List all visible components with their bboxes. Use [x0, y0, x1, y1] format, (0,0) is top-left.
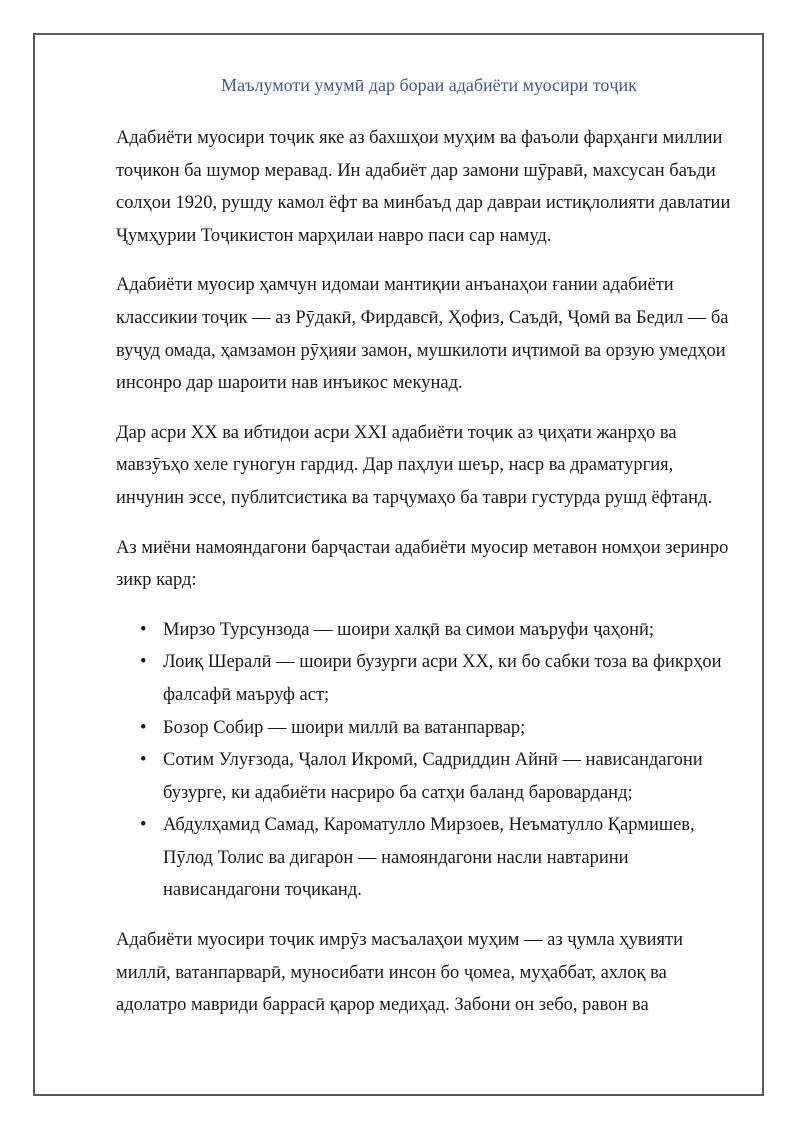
- bullet-icon: •: [140, 750, 147, 771]
- list-item-text: Лоиқ Шералӣ — шоири бузурги асри XX, ки бо сабки тоза ва фикрҳои фалсафӣ маъруф аст;: [163, 652, 722, 705]
- bullet-icon: •: [140, 619, 147, 640]
- list-item-text: Абдулҳамид Самад, Кароматулло Мирзоев, Неъматулло Қармишев, Пӯлод Толис ва дигарон — намояндагони насли навтарини нависандагони тоҷиканд.: [163, 815, 695, 901]
- paragraph-classical-roots: Адабиёти муосир ҳамчун идомаи мантиқии анъанаҳои ғании адабиёти классикии тоҷик — аз Рӯдакӣ, Фирдавсӣ, Ҳофиз, Саъдӣ, Ҷомӣ ва Бедил — ба вуҷуд омада, ҳамзамон рӯҳияи замон, мушкилоти иҷтимоӣ ва орзую умедҳои инсонро дар шароити нав инъикос мекунад.: [116, 275, 729, 394]
- list-item: [140, 744, 736, 809]
- bullet-icon: •: [140, 652, 147, 673]
- bullet-icon: •: [140, 815, 147, 836]
- paragraph-representatives-intro: Аз миёни намояндагони барҷастаи адабиёти муосир метавон номҳои зеринро зикр кард:: [116, 537, 729, 591]
- list-item-text: Сотим Улуғзода, Ҷалол Икромӣ, Садриддин Айнӣ — нависандагони бузурге, ки адабиёти насриро ба сатҳи баланд бароварданд;: [163, 750, 703, 803]
- paragraph-genres: Дар асри XX ва ибтидои асри XXI адабиёти тоҷик аз ҷиҳати жанрҳо ва мавзӯъҳо хеле гуногун гардид. Дар паҳлуи шеър, наср ва драматургия, инчунин эссе, публитсистика ва тарҷумаҳо ба таври густурда рушд ёфтанд.: [116, 422, 713, 508]
- list-item: [140, 646, 736, 711]
- list-item-text: Мирзо Турсунзода — шоири халқӣ ва симои маъруфи ҷаҳонӣ;: [163, 619, 655, 640]
- list-item: [140, 712, 736, 745]
- list-item: [140, 809, 736, 907]
- paragraph-intro: Адабиёти муосири тоҷик яке аз бахшҳои муҳим ва фаъоли фарҳанги миллии тоҷикон ба шумор меравад. Ин адабиёт дар замони шӯравӣ, махсусан баъди солҳои 1920, рушду камол ёфт ва минбаъд дар давраи истиқлолияти давлатии Ҷумҳурии Тоҷикистон марҳилаи навро паси сар намуд.: [116, 128, 731, 246]
- document-body: [116, 122, 736, 1039]
- list-item-text: Бозор Собир — шоири миллӣ ва ватанпарвар;: [163, 717, 526, 738]
- paragraph-closing: Адабиёти муосири тоҷик имрӯз масъалаҳои муҳим — аз ҷумла ҳувияти миллӣ, ватанпарварӣ, муносибати инсон бо ҷомеа, муҳаббат, ахлоқ ва адолатро мавриди баррасӣ қарор медиҳад. Забони он зебо, равон ва: [116, 930, 683, 1016]
- bullet-icon: •: [140, 717, 147, 738]
- list-item: [140, 614, 736, 647]
- representatives-list: [116, 614, 736, 907]
- document-title: Маълумоти умумӣ дар бораи адабиёти муосири тоҷик: [221, 75, 637, 95]
